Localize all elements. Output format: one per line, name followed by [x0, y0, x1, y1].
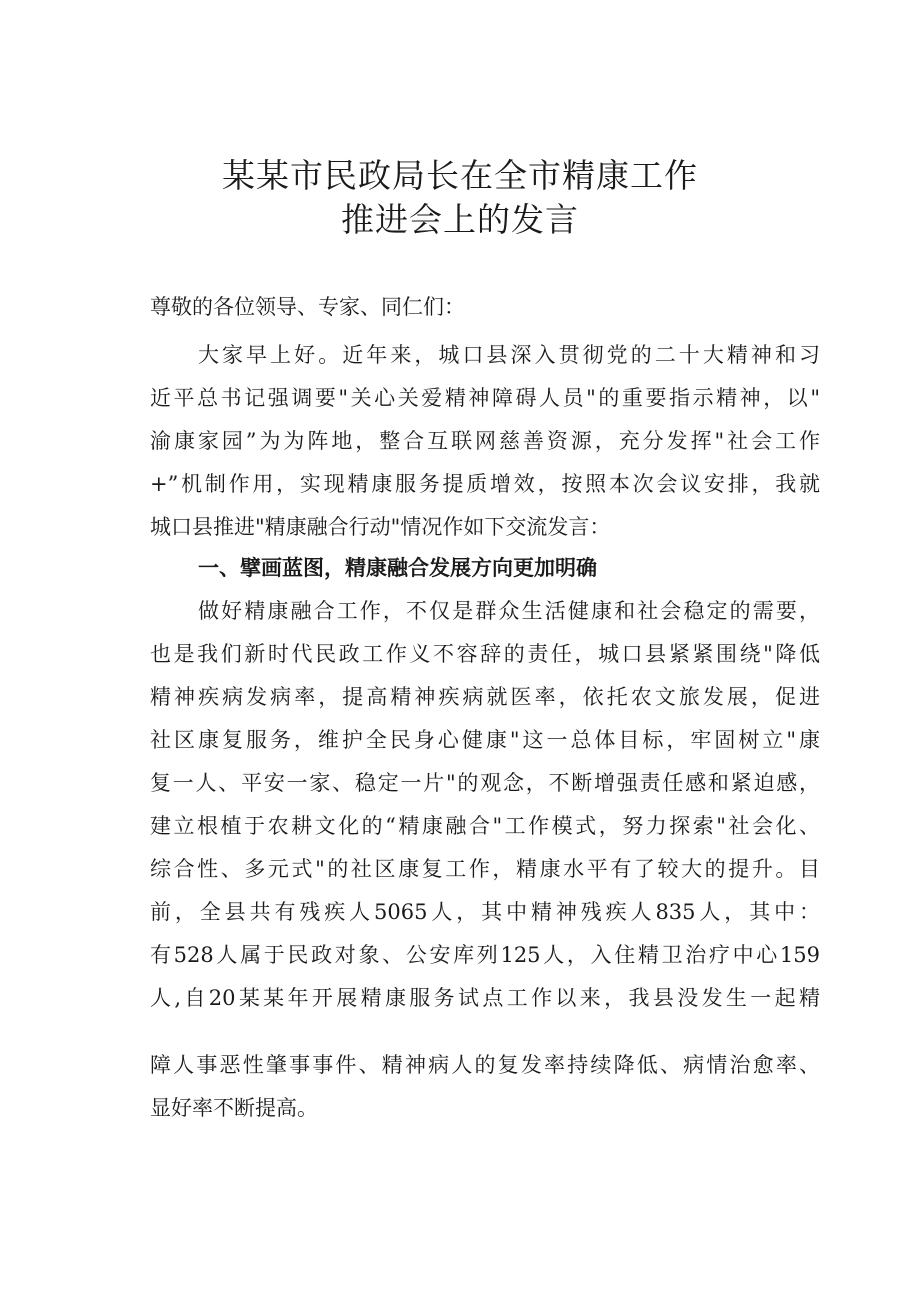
- paragraph-line: 大家早上好。近年来，城口县深入贯彻党的二十大精神和习: [198, 343, 820, 367]
- paragraph-line: 也是我们新时代民政工作义不容辞的责任，城口县紧紧围绕"降低: [150, 642, 820, 666]
- document-title-line-1: 某某市民政局长在全市精康工作: [222, 156, 698, 195]
- paragraph-line: 复一人、平安一家、稳定一片"的观念，不断增强责任感和紧迫感，: [150, 771, 820, 795]
- paragraph-line: 有528人属于民政对象、公安库列125人，入住精卫治疗中心159: [150, 943, 820, 967]
- paragraph-line: 建立根植于农耕文化的“精康融合"工作模式，努力探索"社会化、: [150, 814, 820, 838]
- section-heading: 一、擘画蓝图，精康融合发展方向更加明确: [198, 556, 597, 580]
- paragraph-line: 显好率不断提高。: [150, 1096, 318, 1120]
- paragraph-line: 近平总书记强调要"关心关爱精神障碍人员"的重要指示精神，以": [150, 386, 820, 410]
- paragraph-line: 综合性、多元式"的社区康复工作，精康水平有了较大的提升。目: [150, 857, 820, 881]
- paragraph-line: 做好精康融合工作，不仅是群众生活健康和社会稳定的需要，: [198, 599, 820, 623]
- paragraph-line: 精神疾病发病率，提高精神疾病就医率，依托农文旅发展，促进: [150, 685, 820, 709]
- paragraph-line: 社区康复服务，维护全民身心健康"这一总体目标，牢固树立"康: [150, 728, 820, 752]
- paragraph-line: +”机制作用，实现精康服务提质增效，按照本次会议安排，我就: [150, 472, 820, 496]
- paragraph-line: 人,自20某某年开展精康服务试点工作以来，我县没发生一起精: [150, 986, 820, 1010]
- paragraph-line: 城口县推进"精康融合行动"情况作如下交流发言：: [150, 515, 611, 539]
- paragraph-line: 渝康家园”为为阵地，整合互联网慈善资源，充分发挥"社会工作: [150, 429, 820, 453]
- paragraph-line: 前，全县共有残疾人5065人，其中精神残疾人835人，其中：: [150, 900, 820, 924]
- document-title-line-2: 推进会上的发言: [341, 200, 579, 239]
- paragraph-line: 障人事恶性肇事事件、精神病人的复发率持续降低、病情治愈率、: [150, 1053, 820, 1077]
- greeting: 尊敬的各位领导、专家、同仁们：: [150, 295, 465, 319]
